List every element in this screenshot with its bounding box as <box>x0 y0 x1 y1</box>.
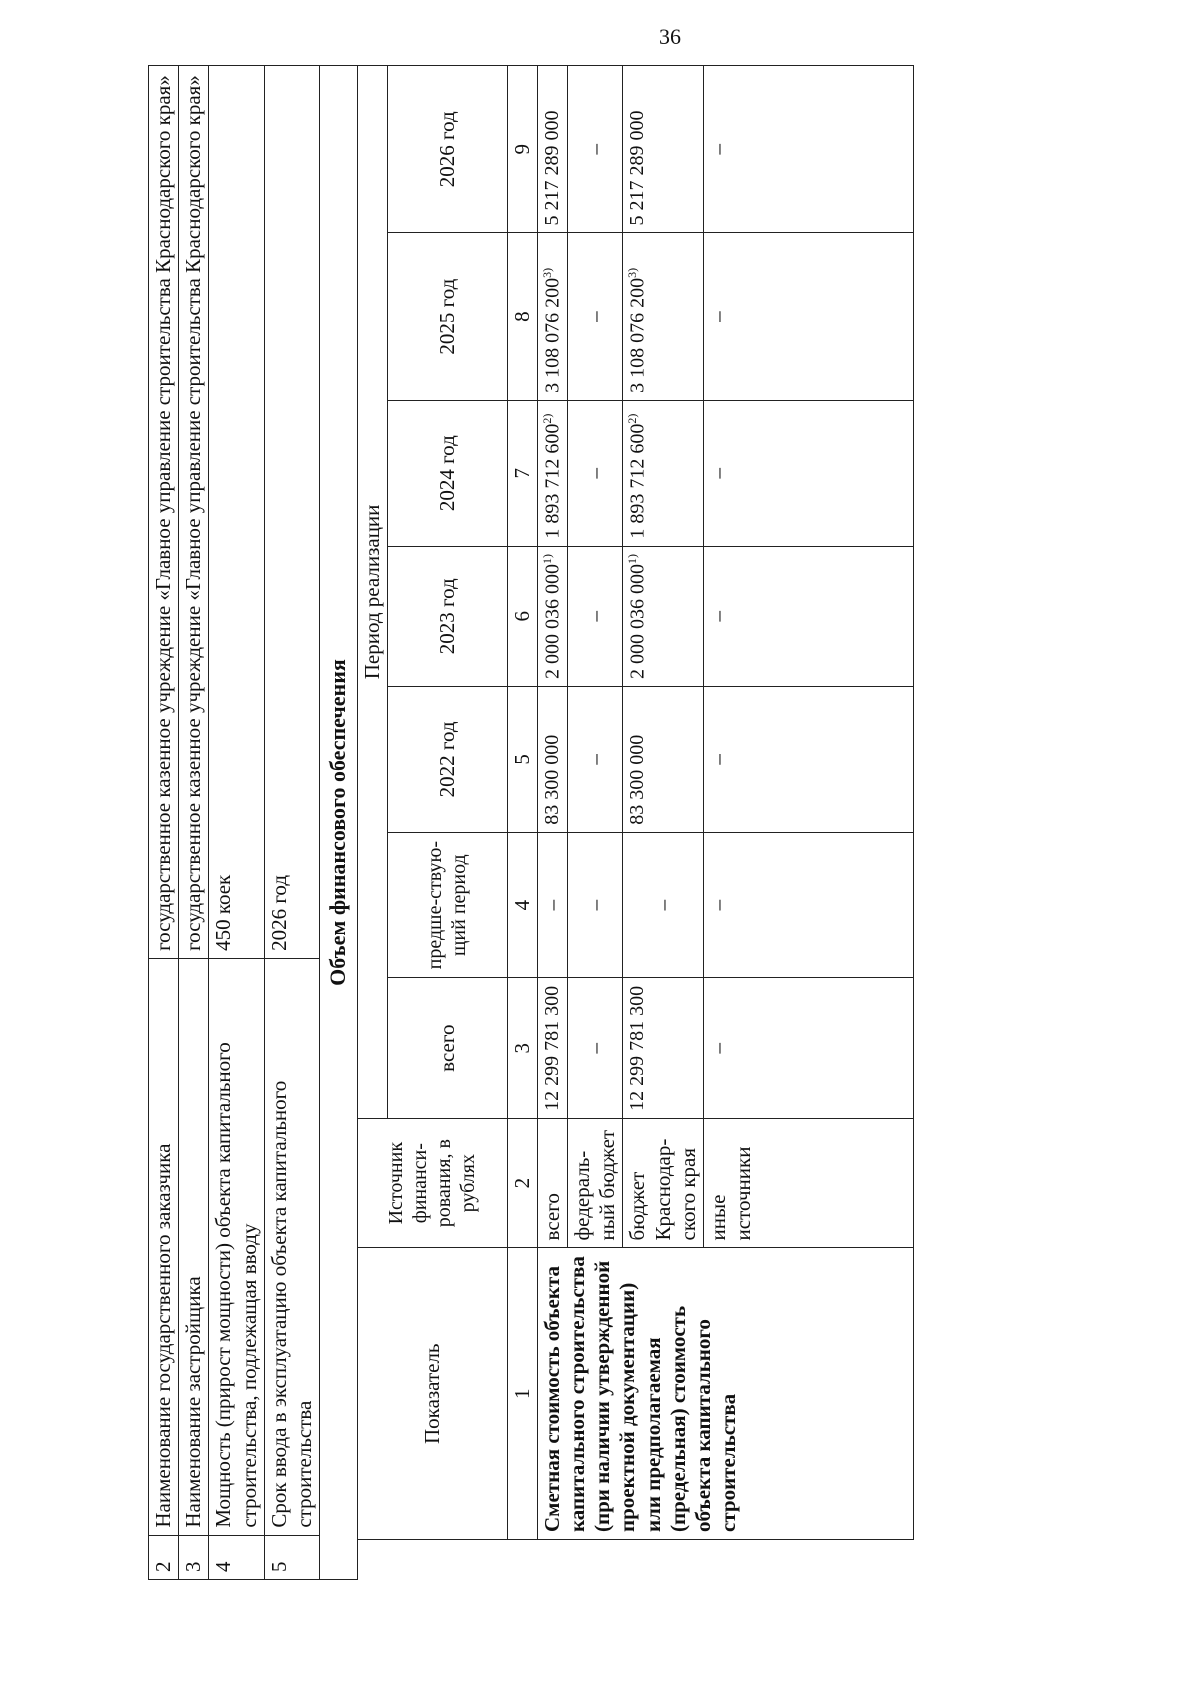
row-value: государственное казенное учреждение «Главное управление строительства Краснодарского края» <box>179 66 209 959</box>
header-source: Источник финанси-рования, в рублях <box>357 1118 507 1248</box>
header-previous-period: предше-ствую-щий период <box>387 832 507 978</box>
header-2025: 2025 год <box>387 233 507 400</box>
source-cell: федераль-ный бюджет <box>568 1118 623 1248</box>
value-2025: 3 108 076 200$^{3)}$ <box>537 233 567 400</box>
value-prev: – <box>623 832 704 978</box>
col-number: 4 <box>507 832 537 978</box>
col-number: 8 <box>507 233 537 400</box>
value-2022: 83 300 000 <box>623 686 704 832</box>
value-2024: – <box>568 400 623 546</box>
value-2023: 2 000 036 000$^{1)}$ <box>537 546 567 686</box>
col-number: 2 <box>507 1118 537 1248</box>
info-table <box>148 65 358 1580</box>
header-2022: 2022 год <box>387 686 507 832</box>
row-label: Мощность (прирост мощности) объекта капитального строительства, подлежащая вводу <box>209 958 264 1535</box>
value-total: 12 299 781 300 <box>537 978 567 1118</box>
source-cell: всего <box>537 1118 567 1248</box>
footnote-mark: 2) <box>625 413 640 424</box>
value-2025: – <box>568 233 623 400</box>
header-indicator: Показатель <box>357 1248 507 1540</box>
row-value: 2026 год <box>264 66 319 959</box>
header-2023: 2023 год <box>387 546 507 686</box>
page-number: 36 <box>659 24 681 49</box>
row-number: 2 <box>149 1535 179 1579</box>
header-2026: 2026 год <box>387 66 507 233</box>
header-period: Период реализации <box>357 66 387 1119</box>
row-label: Наименование застройщика <box>179 958 209 1535</box>
col-number: 7 <box>507 400 537 546</box>
value-2022: – <box>704 686 914 832</box>
source-cell: иные источники <box>704 1118 914 1248</box>
value-total: – <box>568 978 623 1118</box>
source-cell: бюджет Краснодар-ского края <box>623 1118 704 1248</box>
footnote-mark: 2) <box>539 413 554 424</box>
row-label: Срок ввода в эксплуатацию объекта капитального строительства <box>264 958 319 1535</box>
value-prev: – <box>568 832 623 978</box>
footnote-mark: 3) <box>625 267 640 278</box>
row-label: Наименование государственного заказчика <box>149 958 179 1535</box>
value-2026: – <box>704 66 914 233</box>
value-2024: – <box>704 400 914 546</box>
table-row <box>537 66 567 1540</box>
value-total: – <box>704 978 914 1118</box>
section-title: Объем финансового обеспечения <box>320 66 357 1580</box>
col-number: 9 <box>507 66 537 233</box>
footnote-mark: 1) <box>539 553 554 564</box>
value-2024: 1 893 712 600$^{2)}$ <box>623 400 704 546</box>
footnote-mark: 3) <box>539 267 554 278</box>
row-number: 4 <box>209 1535 264 1579</box>
value-2026: 5 217 289 000 <box>623 66 704 233</box>
col-number: 1 <box>507 1248 537 1540</box>
info-row <box>209 66 264 1580</box>
info-row <box>149 66 179 1580</box>
col-number: 5 <box>507 686 537 832</box>
info-row <box>264 66 319 1580</box>
row-value: государственное казенное учреждение «Главное управление строительства Краснодарского края» <box>149 66 179 959</box>
col-number: 6 <box>507 546 537 686</box>
value-2023: – <box>704 546 914 686</box>
value-2022: – <box>568 686 623 832</box>
value-2025: 3 108 076 200$^{3)}$ <box>623 233 704 400</box>
value-total: 12 299 781 300 <box>623 978 704 1118</box>
value-2026: 5 217 289 000 <box>537 66 567 233</box>
value-prev: – <box>704 832 914 978</box>
header-2024: 2024 год <box>387 400 507 546</box>
header-total: всего <box>387 978 507 1118</box>
row-value: 450 коек <box>209 66 264 959</box>
value-prev: – <box>537 832 567 978</box>
value-2025: – <box>704 233 914 400</box>
finance-table <box>357 65 915 1540</box>
footnote-mark: 1) <box>625 553 640 564</box>
col-number: 3 <box>507 978 537 1118</box>
value-2023: – <box>568 546 623 686</box>
indicator-text: Сметная стоимость объекта капитального строительства (при наличии утвержденной проектной документации) или предполагаемая (предельная) стоимость объекта капитального строительства <box>537 1248 913 1540</box>
column-numbers-row <box>507 66 537 1540</box>
value-2024: 1 893 712 600$^{2)}$ <box>537 400 567 546</box>
row-number: 5 <box>264 1535 319 1579</box>
value-2023: 2 000 036 000$^{1)}$ <box>623 546 704 686</box>
value-2026: – <box>568 66 623 233</box>
row-number: 3 <box>179 1535 209 1579</box>
value-2022: 83 300 000 <box>537 686 567 832</box>
info-row <box>179 66 209 1580</box>
rotated-page-content <box>148 20 1068 1580</box>
